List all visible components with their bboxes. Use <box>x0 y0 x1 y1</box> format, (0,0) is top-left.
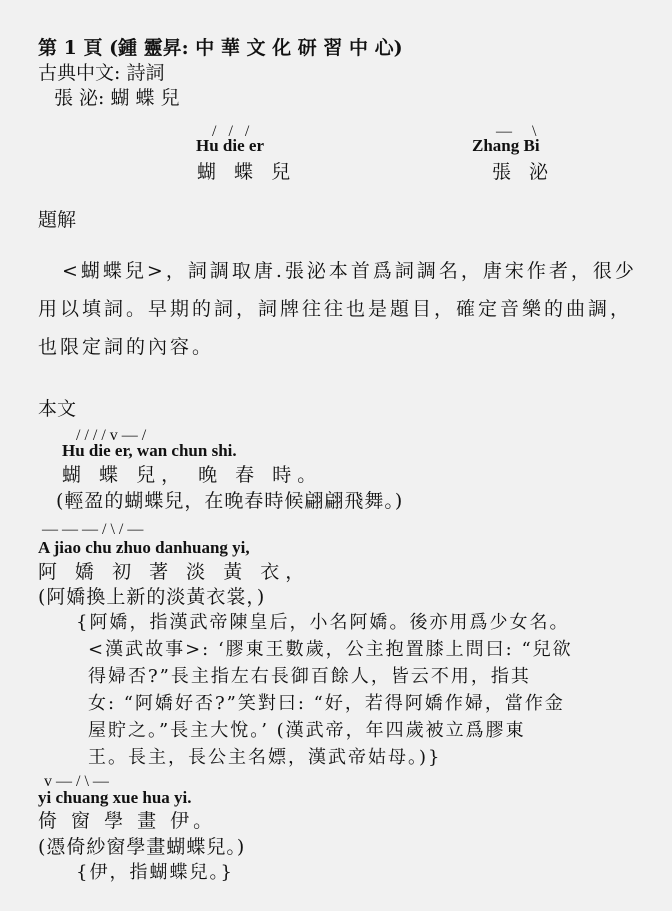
line2-tone-marks: — — — / \ / — <box>42 521 144 538</box>
line2-note-line6: 王。長主，長公主名嫖，漢武帝姑母。)} <box>88 747 442 768</box>
page-header-line1: 第 1 頁 (鍾 靈昇: 中 華 文 化 研 習 中 心) <box>38 37 403 59</box>
line2-note-line1: {阿嬌，指漢武帝陳皇后，小名阿嬌。後亦用爲少女名。 <box>76 612 570 633</box>
title-pinyin-right: Zhang Bi <box>472 136 540 155</box>
line2-note-line4: 女: “阿嬌好否?”笑對曰: “好，若得阿嬌作婦，當作金 <box>88 693 565 714</box>
line1-tone-marks: / / / / v — / <box>76 427 147 444</box>
line3-chars: 倚 窗 學 畫 伊。 <box>38 810 217 832</box>
tijie-paragraph: <蝴蝶兒>，詞調取唐.張泌本首爲詞調名，唐宋作者，很少用以填詞。早期的詞，詞牌往往也是題目，確定音樂的曲調，也限定詞的內容。 <box>38 260 637 358</box>
line2-note-line3: 得婦否?”長主指左右長御百餘人，皆云不用，指其 <box>88 666 531 687</box>
line3-gloss: (憑倚紗窗學畫蝴蝶兒。) <box>38 836 246 858</box>
line3-pinyin: yi chuang xue hua yi. <box>38 788 192 807</box>
line1-pinyin: Hu die er, wan chun shi. <box>62 441 237 460</box>
line2-note-line2: <漢武故事>: ‘膠東王數歲，公主抱置膝上問曰: “兒欲 <box>88 639 573 660</box>
title-tone-marks-right: — \ <box>496 123 545 140</box>
line3-note: {伊，指蝴蝶兒。} <box>76 862 234 883</box>
title-chars-left: 蝴 蝶 兒 <box>197 161 297 183</box>
line1-gloss: (輕盈的蝴蝶兒，在晚春時候翩翩飛舞。) <box>56 490 404 512</box>
line2-gloss: (阿嬌換上新的淡黃衣裳，) <box>38 586 266 608</box>
line3-tone-marks: v — / \ — <box>44 773 109 790</box>
section-heading-tijie: 題解 <box>38 209 77 231</box>
line1-chars: 蝴 蝶 兒， 晚 春 時。 <box>62 464 323 486</box>
title-tone-marks-left: / / / <box>212 123 254 140</box>
line2-chars: 阿 嬌 初 著 淡 黃 衣， <box>38 561 311 583</box>
line2-pinyin: A jiao chu zhuo danhuang yi, <box>38 538 250 557</box>
page-header-line2: 古典中文: 詩詞 <box>38 62 165 84</box>
section-heading-benwen: 本文 <box>38 398 77 420</box>
title-chars-right: 張 泌 <box>492 161 555 183</box>
page-header-line3: 張 泌: 蝴 蝶 兒 <box>54 87 180 109</box>
title-pinyin-left: Hu die er <box>196 136 264 155</box>
line2-note-line5: 屋貯之。”長主大悅。’ (漢武帝，年四歲被立爲膠東 <box>88 720 526 741</box>
